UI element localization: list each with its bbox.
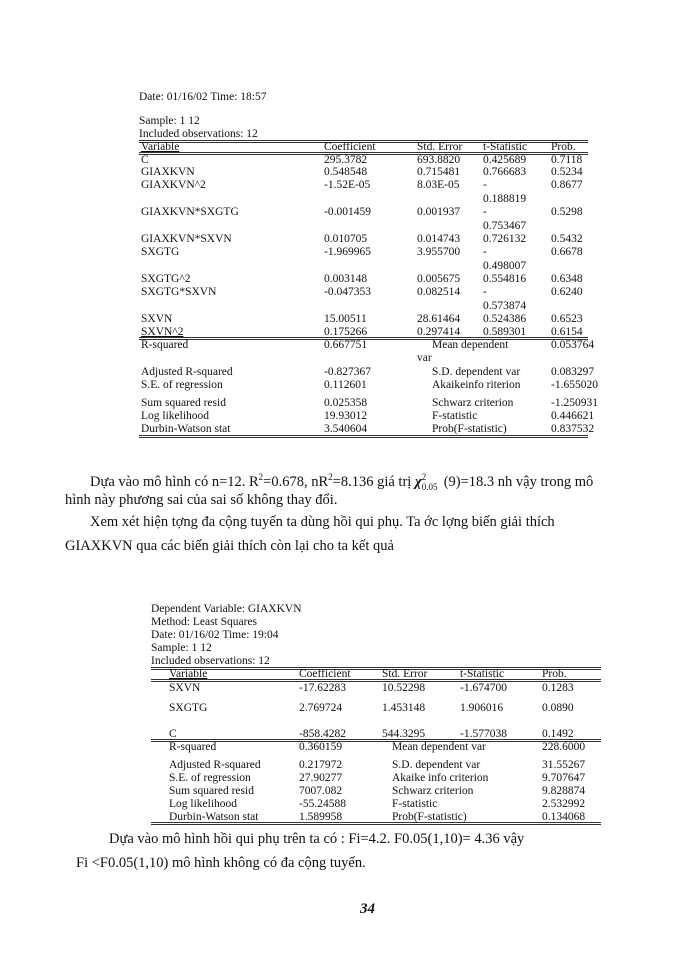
stat-label: F-statistic [392,798,438,810]
stat-label: R-squared [169,741,217,753]
row-variable: C [141,154,149,166]
column-header: Prob. [551,141,576,153]
row-variable: GIAXKVN*SXGTG [141,206,239,218]
row-t-statistic-wrap: 0.498007 [483,260,527,272]
row-prob: 0.8677 [551,179,583,191]
subscript: 0.05 [421,481,438,492]
row-std-error: 0.297414 [417,326,461,338]
regression-table-2 [151,666,601,826]
row-t-statistic-wrap: 0.753467 [483,220,527,232]
row-variable: SXVN^2 [141,326,184,338]
row-t-statistic: 0.589301 [483,326,527,338]
column-header: Variable [141,141,180,153]
stat-label: Mean dependent [432,339,509,351]
t2-method: Method: Least Squares [151,616,258,628]
row-coefficient: 15.00511 [324,313,367,325]
row-std-error: 8.03E-05 [417,179,460,191]
column-header: Coefficient [324,141,376,153]
stat-label: Durbin-Watson stat [141,423,231,435]
row-std-error: 1.453148 [382,702,426,714]
row-coefficient: -1.969965 [324,246,371,258]
row-coefficient: -0.001459 [324,206,371,218]
stat-value: 0.134068 [542,811,586,823]
row-std-error: 544.3295 [382,728,426,740]
row-prob: 0.6523 [551,313,583,325]
row-coefficient: 295.3782 [324,154,368,166]
stat-label: Sum squared resid [169,785,254,797]
column-header: Variable [169,668,208,680]
column-header: Coefficient [299,668,351,680]
row-coefficient: 0.003148 [324,273,368,285]
text-run: (9)=18.3 nh vậy trong mô [443,473,594,490]
row-variable: GIAXKVN*SXVN [141,233,232,245]
t2-date-line: Date: 01/16/02 Time: 19:04 [151,629,279,641]
row-std-error: 693.8820 [417,154,461,166]
row-coefficient: 0.175266 [324,326,368,338]
stat-label: Akaikeinfo riterion [432,379,521,391]
table-rule [151,822,601,825]
row-prob: 0.0890 [542,702,574,714]
row-std-error: 0.014743 [417,233,461,245]
paragraph-line: Fi <F0.05(1,10) mô hình không có đa cộng tuyến. [76,855,366,871]
row-std-error: 28.61464 [417,313,461,325]
stat-value: 0.360159 [299,741,343,753]
row-coefficient: -858.4282 [299,728,346,740]
row-t-statistic: 0.554816 [483,273,527,285]
stat-label: Schwarz criterion [392,785,474,797]
stat-label: Durbin-Watson stat [169,811,259,823]
stat-label: Log likelihood [141,410,210,422]
stat-label: Adjusted R-squared [169,759,261,771]
paragraph-line: GIAXKVN qua các biến giải thích còn lại cho ta kết quả [65,538,394,554]
stat-label: Adjusted R-squared [141,366,233,378]
row-coefficient: -0.047353 [324,286,371,298]
stat-value: 0.217972 [299,759,343,771]
table-rule [151,667,601,670]
stat-label-wrap: var [417,352,432,364]
stat-value: 19.93012 [324,410,368,422]
row-variable: C [169,728,177,740]
row-variable: SXGTG [141,246,180,258]
row-t-statistic: -1.577038 [460,728,507,740]
row-std-error: 0.082514 [417,286,461,298]
table-rule [151,739,601,742]
stat-value: 31.55267 [542,759,586,771]
row-t-statistic: - [483,286,487,298]
column-header: Std. Error [417,141,463,153]
row-variable: GIAXKVN [141,166,195,178]
row-variable: SXVN [169,682,201,694]
row-t-statistic: 0.766683 [483,166,527,178]
stat-value: 0.083297 [551,366,595,378]
table-rule [151,679,601,682]
stat-value: -1.655020 [551,379,598,391]
superscript: 2 [421,471,427,482]
stat-value: 9.828874 [542,785,586,797]
row-t-statistic: 1.906016 [460,702,504,714]
row-t-statistic: - [483,246,487,258]
row-variable: SXGTG^2 [141,273,191,285]
stat-label: Akaike info criterion [392,772,489,784]
stat-value: 2.532992 [542,798,586,810]
row-std-error: 0.005675 [417,273,461,285]
row-prob: 0.6678 [551,246,583,258]
text-run: Dựa vào mô hình có n=12. R [90,473,259,490]
stat-label: Prob(F-statistic) [432,423,507,435]
row-prob: 0.5234 [551,166,583,178]
stat-value: 7007.082 [299,785,343,797]
row-t-statistic: - [483,179,487,191]
row-prob: 0.5298 [551,206,583,218]
row-t-statistic-wrap: 0.188819 [483,193,527,205]
stat-value: 27.90277 [299,772,343,784]
stat-value: 9.707647 [542,772,586,784]
regression-table-1 [139,139,598,439]
column-header: t-Statistic [460,668,505,680]
stat-value: -0.827367 [324,366,371,378]
row-t-statistic-wrap: 0.573874 [483,300,527,312]
stat-label: R-squared [141,339,189,351]
t1-date-line: Date: 01/16/02 Time: 18:57 [139,91,267,103]
row-variable: GIAXKVN^2 [141,179,206,191]
row-t-statistic: 0.726132 [483,233,527,245]
stat-label: S.E. of regression [169,772,251,784]
row-variable: SXGTG [169,702,208,714]
row-prob: 0.1283 [542,682,574,694]
paragraph-line: hình này phương sai của sai số không thay đổi. [65,492,338,508]
stat-label: Sum squared resid [141,397,226,409]
paragraph-line: Dựa vào mô hình hồi qui phụ trên ta có : Fi=4.2. F0.05(1,10)= 4.36 vậy [109,831,525,847]
chi-symbol: χ [414,473,422,490]
stat-label: S.D. dependent var [392,759,481,771]
stat-value: 0.053764 [551,339,595,351]
stat-label: F-statistic [432,410,478,422]
row-t-statistic: -1.674700 [460,682,507,694]
t2-dependent-variable: Dependent Variable: GIAXKVN [151,603,302,615]
row-std-error: 3.955700 [417,246,461,258]
text-run: =0.678, nR [263,473,329,490]
column-header: Prob. [542,668,567,680]
t2-observations-line: Included observations: 12 [151,655,270,667]
row-prob: 0.6240 [551,286,583,298]
column-header: t-Statistic [483,141,528,153]
stat-value: 3.540604 [324,423,368,435]
stat-label: S.E. of regression [141,379,223,391]
superscript: 2 [258,472,264,482]
page-number: 34 [360,901,375,917]
row-t-statistic: 0.425689 [483,154,527,166]
row-std-error: 0.001937 [417,206,461,218]
stat-value: 0.112601 [324,379,367,391]
superscript: 2 [328,472,333,482]
stat-value: 0.667751 [324,339,368,351]
t1-sample-line: Sample: 1 12 [139,115,200,127]
stat-label: Mean dependent var [392,741,486,753]
stat-value: 1.589958 [299,811,343,823]
stat-value: 0.837532 [551,423,595,435]
stat-label: Prob(F-statistic) [392,811,467,823]
stat-value: 0.446621 [551,410,595,422]
row-coefficient: -17.62283 [299,682,346,694]
stat-label: S.D. dependent var [432,366,521,378]
row-std-error: 0.715481 [417,166,461,178]
row-variable: SXVN [141,313,173,325]
row-prob: 0.6348 [551,273,583,285]
row-coefficient: 2.769724 [299,702,343,714]
table-rule [139,435,588,438]
row-prob: 0.7118 [551,154,583,166]
row-std-error: 10.52298 [382,682,426,694]
row-coefficient: 0.548548 [324,166,368,178]
stat-label: Schwarz criterion [432,397,514,409]
row-prob: 0.5432 [551,233,583,245]
stat-label: Log likelihood [169,798,238,810]
stat-value: 228.6000 [542,741,586,753]
stat-value: -1.250931 [551,397,598,409]
row-prob: 0.6154 [551,326,583,338]
text-run: =8.136 giá trị [332,473,415,490]
paragraph-line: Xem xét hiện tợng đa cộng tuyến ta dùng hồi qui phụ. Ta ớc lợng biến giải thích [90,514,555,530]
row-variable: SXGTG*SXVN [141,286,217,298]
t1-observations-line: Included observations: 12 [139,128,258,140]
row-t-statistic: 0.524386 [483,313,527,325]
row-coefficient: 0.010705 [324,233,368,245]
row-prob: 0.1492 [542,728,574,740]
column-header: Std. Error [382,668,428,680]
row-t-statistic: - [483,206,487,218]
row-coefficient: -1.52E-05 [324,179,371,191]
stat-value: 0.025358 [324,397,368,409]
t2-sample-line: Sample: 1 12 [151,642,212,654]
stat-value: -55.24588 [299,798,346,810]
